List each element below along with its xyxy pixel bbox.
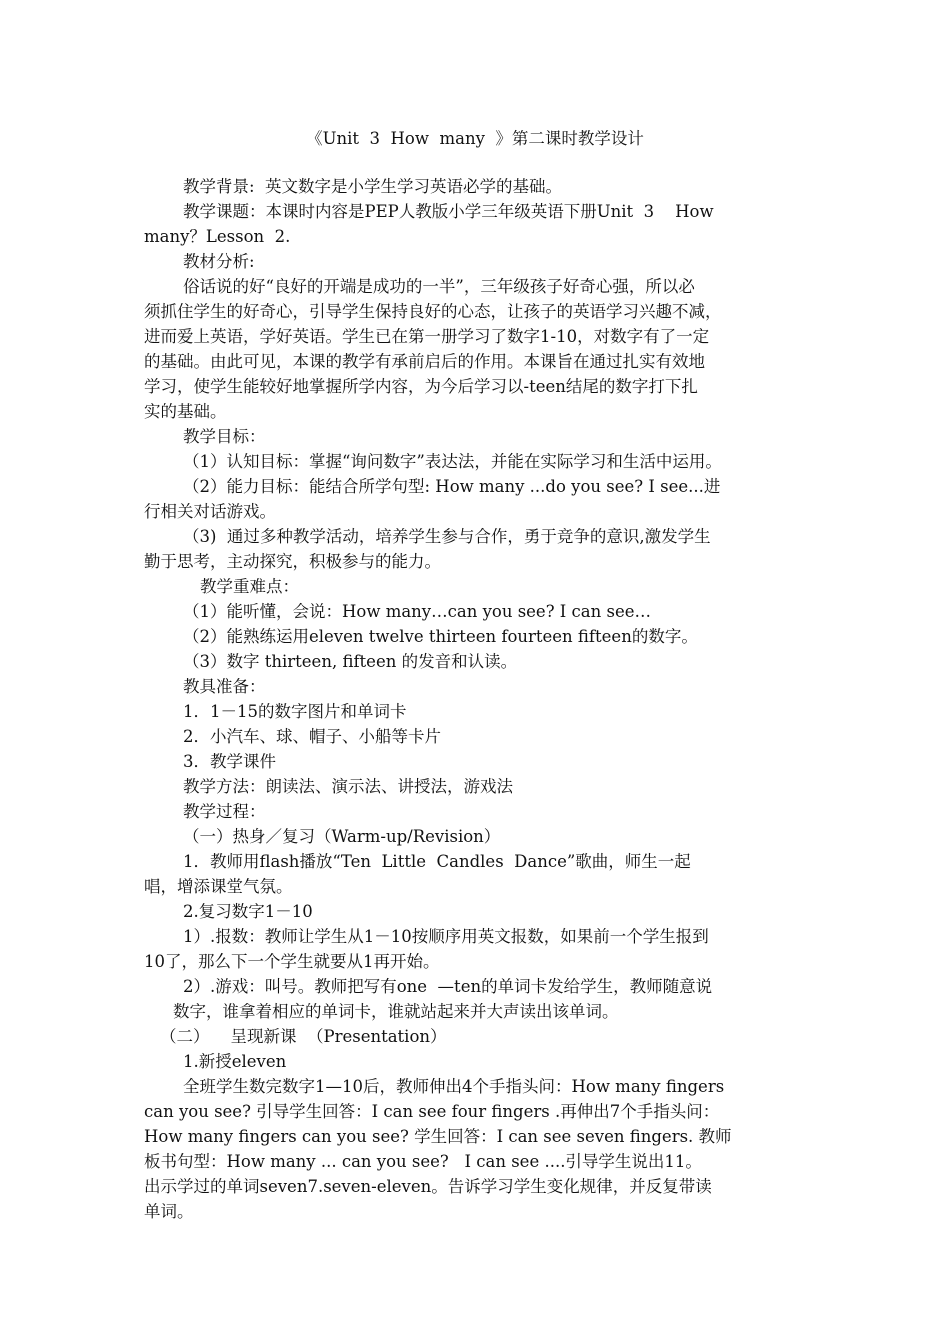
topic-line: 教学课题：本课时内容是PEP人教版小学三年级英语下册Unit 3 How (183, 202, 714, 221)
warmup-line-cont: 唱，增添课堂气氛。 (144, 877, 293, 896)
game-line-cont: 数字，谁拿着相应的单词卡，谁就站起来并大声读出该单词。 (173, 1002, 619, 1021)
process-heading: 教学过程： (183, 802, 266, 821)
warmup-line: 1．教师用flash播放“Ten Little Candles Dance”歌曲，师生一起 (183, 852, 691, 871)
key-point-item: （1）能听懂，会说：How many…can you see? I can see… (183, 602, 651, 621)
key-points-heading: 教学重难点： (200, 577, 299, 596)
analysis-heading: 教材分析: (183, 252, 255, 271)
objective-item-cont: 勤于思考，主动探究，积极参与的能力。 (144, 552, 441, 571)
material-item: 1．1－15的数字图片和单词卡 (183, 702, 407, 721)
objective-item: （1）认知目标：掌握“询问数字”表达法，并能在实际学习和生活中运用。 (183, 452, 722, 471)
new-word-heading: 1.新授eleven (183, 1052, 287, 1071)
analysis-line: 俗话说的好“良好的开端是成功的一半”，三年级孩子好奇心强，所以必 (183, 277, 695, 296)
analysis-line: 的基础。由此可见，本课的教学有承前启后的作用。本课旨在通过扎实有效地 (144, 352, 705, 371)
presentation-line: 全班学生数完数字1—10后，教师伸出4个手指头问：How many fingers (183, 1077, 725, 1096)
analysis-line: 学习，使学生能较好地掌握所学内容，为今后学习以-teen结尾的数字打下扎 (144, 377, 698, 396)
methods-line: 教学方法：朗读法、演示法、讲授法，游戏法 (183, 777, 513, 796)
review-line: 1）.报数：教师让学生从1－10按顺序用英文报数，如果前一个学生报到 (183, 927, 709, 946)
document-title: 《Unit 3 How many 》第二课时教学设计 (306, 129, 644, 148)
presentation-line: 板书句型：How many ... can you see? I can see ....引导学生说出11。 (144, 1152, 702, 1171)
review-heading: 2.复习数字1－10 (183, 902, 313, 921)
key-point-item: （2）能熟练运用eleven twelve thirteen fourteen fifteen的数字。 (183, 627, 698, 646)
key-point-item: （3）数字 thirteen, fifteen 的发音和认读。 (183, 652, 518, 671)
presentation-line: 单词。 (144, 1202, 194, 1221)
objective-item-cont: 行相关对话游戏。 (144, 502, 276, 521)
presentation-heading: （二） 呈现新课 （Presentation） (160, 1027, 447, 1046)
topic-line-cont: many？Lesson 2. (144, 227, 291, 246)
warmup-heading: （一）热身／复习（Warm-up/Revision） (183, 827, 501, 846)
materials-heading: 教具准备： (183, 677, 266, 696)
analysis-line: 须抓住学生的好奇心，引导学生保持良好的心态，让孩子的英语学习兴趣不减， (144, 302, 722, 321)
presentation-line: can you see? 引导学生回答：I can see four fingers .再伸出7个手指头问： (144, 1102, 720, 1121)
presentation-line: 出示学过的单词seven7.seven-eleven。告诉学习学生变化规律，并反复带读 (144, 1177, 712, 1196)
objective-item: （3) 通过多种教学活动，培养学生参与合作，勇于竞争的意识,激发学生 (183, 527, 711, 546)
objective-item: （2）能力目标：能结合所学句型: How many ...do you see? I see...进 (183, 477, 721, 496)
objectives-heading: 教学目标： (183, 427, 266, 446)
background-line: 教学背景: 英文数字是小学生学习英语必学的基础。 (183, 177, 563, 196)
material-item: 3．教学课件 (183, 752, 276, 771)
material-item: 2．小汽车、球、帽子、小船等卡片 (183, 727, 441, 746)
presentation-line: How many fingers can you see? 学生回答：I can see seven fingers. 教师 (144, 1127, 732, 1146)
analysis-line: 实的基础。 (144, 402, 227, 421)
game-line: 2）.游戏：叫号。教师把写有one —ten的单词卡发给学生，教师随意说 (183, 977, 713, 996)
review-line-cont: 10了，那么下一个学生就要从1再开始。 (144, 952, 440, 971)
analysis-line: 进而爱上英语，学好英语。学生已在第一册学习了数字1-10，对数字有了一定 (144, 327, 710, 346)
